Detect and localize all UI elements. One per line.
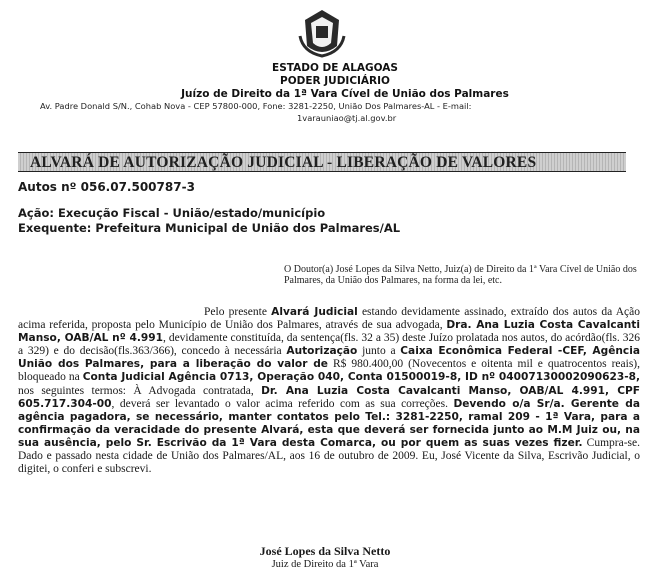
header-address: Av. Padre Donald S/N., Cohab Nova - CEP 57800-000, Fone: 3281-2250, União Dos Palmares-AL - E-mail:	[40, 101, 472, 111]
document-title: ALVARÁ DE AUTORIZAÇÃO JUDICIAL - LIBERAÇÃO DE VALORES	[30, 154, 537, 171]
preamble-text: O Doutor(a) José Lopes da Silva Netto, Juiz(a) de Direito da 1ª Vara Cível de União dos Palmares, da União dos Palmares, na forma da lei, etc.	[284, 264, 637, 287]
body-text-3: , devidamente constituída, da sentença(fls. 32 a 35) deste Juízo prolatada nos autos, do acórdão(fls. 326 a 329) e do decisão(fls.363/366), concedo à necessária	[18, 332, 640, 358]
signature-role: Juiz de Direito da 1ª Vara	[271, 559, 379, 570]
header-state: ESTADO DE ALAGOAS	[272, 62, 398, 74]
body-text-5: R$ 980.400,00 (Novecentos e oitenta mil e quatrocentos reais), bloqueado na	[18, 358, 641, 384]
body-bold-5: Conta Judicial Agência 0713, Operação 040, Conta 01500019-8, ID nº 04007130002090623-8,	[82, 371, 640, 384]
header-power: PODER JUDICIÁRIO	[280, 75, 390, 87]
document-body	[18, 306, 640, 476]
header-court: Juízo de Direito da 1ª Vara Cível de União dos Palmares	[181, 88, 509, 100]
case-action-value: Execução Fiscal - União/estado/município	[58, 206, 326, 220]
signature-name: José Lopes da Silva Netto	[259, 544, 391, 558]
case-action	[18, 206, 325, 220]
body-bold-3: Autorização	[286, 345, 358, 358]
case-action-label: Ação:	[18, 206, 54, 220]
case-plaintiff	[18, 221, 400, 235]
body-bold-2: Dra. Ana Luzia Costa Cavalcanti Manso, OAB/AL nº 4.991	[18, 319, 640, 345]
header-email: 1varauniao@tj.al.gov.br	[297, 113, 397, 123]
case-number: Autos nº 056.07.500787-3	[18, 180, 195, 194]
body-text-1: Pelo presente	[204, 306, 272, 318]
body-text-4: junto a	[357, 345, 401, 358]
body-text-6: nos seguintes termos: À Advogada contratada,	[18, 384, 262, 397]
body-text-7: , deverá ser levantado o valor acima referido com as sua correções.	[111, 397, 454, 410]
body-text-8: Cumpra-se. Dado e passado nesta cidade de União dos Palmares/AL, aos 16 de outubro de 2009. Eu, José Vicente da Silva, Escrivão Judicial, o digitei, o conferi e subscrevi.	[18, 436, 640, 476]
document-title-bar	[18, 152, 626, 172]
body-bold-7: Devendo o/a Sr/a. Gerente da agência pagadora, se necessário, manter contatos pelo Tel.: 3281-2250, ramal 209 - 1ª Vara, para a confirmação da veracidade do presente Alvará, esta que deverá ser fornecida junto ao M.M Juiz ou, na sua ausência, pelo Sr. Escrivão da 1ª Vara desta Comarca, ou por quem as suas vezes fizer.	[18, 397, 640, 449]
case-plaintiff-label: Exequente:	[18, 221, 92, 235]
body-text-2: estando devidamente assinado, extraído dos autos da Ação acima referida, proposta pelo Município de União dos Palmares, através de sua advogada,	[18, 306, 640, 332]
coat-of-arms-seal-icon	[297, 6, 347, 60]
body-bold-1: Alvará Judicial	[271, 306, 358, 318]
body-bold-6: Dr. Ana Luzia Costa Cavalcanti Manso, OAB/AL 4.991, CPF 605.717.304-00	[18, 384, 640, 410]
body-bold-4: Caixa Econômica Federal -CEF, Agência União dos Palmares, para a liberação do valor de	[18, 345, 640, 371]
case-plaintiff-value: Prefeitura Municipal de União dos Palmares/AL	[95, 221, 401, 235]
